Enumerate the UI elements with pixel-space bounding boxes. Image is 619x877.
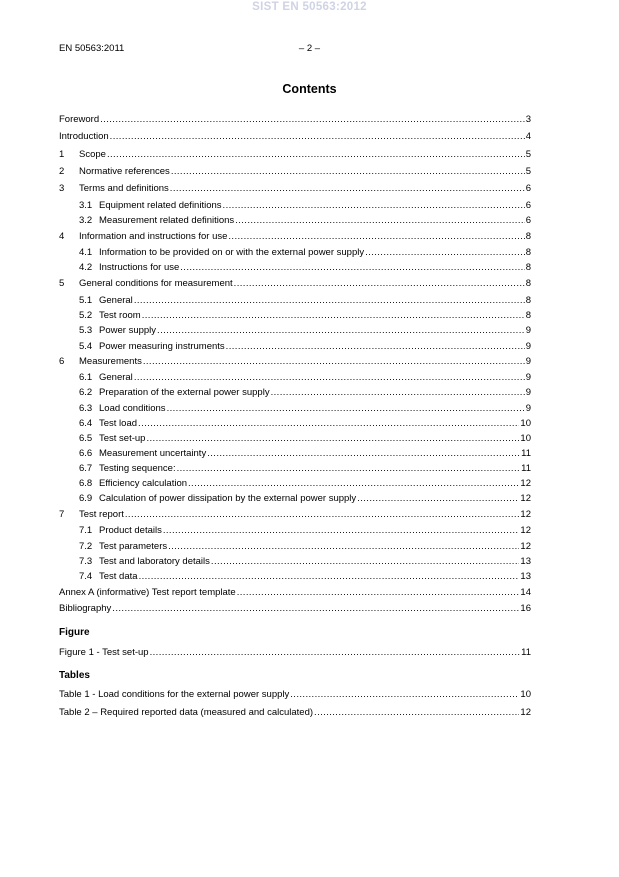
toc-entry[interactable]: [59, 646, 531, 660]
dot-leader: [134, 371, 525, 385]
toc-entry-number: 6.9: [79, 493, 93, 504]
toc-entry[interactable]: [79, 570, 531, 584]
page-title: Contents: [282, 82, 337, 96]
toc-entry[interactable]: [59, 355, 531, 369]
toc-entry-number: 2: [59, 166, 65, 177]
dot-leader: [163, 524, 520, 538]
toc-entry-label: Test report: [79, 509, 124, 520]
toc-entry[interactable]: [79, 261, 531, 275]
toc-entry-number: 6.1: [79, 372, 93, 383]
dot-leader: [177, 462, 521, 476]
dot-leader: [290, 688, 519, 702]
toc-entry-number: 5.4: [79, 341, 93, 352]
toc-entry-label: Measurement related definitions: [99, 215, 235, 226]
toc-entry[interactable]: [79, 432, 531, 446]
toc-entry-number: 6.3: [79, 403, 93, 414]
toc-entry-label: Calculation of power dissipation by the external power supply: [99, 493, 357, 504]
tables-heading: Tables: [59, 670, 90, 681]
toc-entry-label: Introduction: [59, 131, 109, 142]
toc-entry-label: Preparation of the external power supply: [99, 387, 270, 398]
toc-entry[interactable]: [79, 386, 531, 400]
toc-entry-label: General: [99, 372, 133, 383]
toc-entry-page: 8: [525, 278, 531, 289]
dot-leader: [138, 417, 519, 431]
toc-entry[interactable]: [79, 555, 531, 569]
watermark: SIST EN 50563:2012: [252, 1, 367, 13]
toc-entry-page: 14: [520, 587, 531, 598]
toc-entry[interactable]: [79, 477, 531, 491]
dot-leader: [207, 447, 520, 461]
toc-entry-label: Instructions for use: [99, 262, 180, 273]
dot-leader: [365, 246, 525, 260]
toc-entry-page: 12: [520, 541, 531, 552]
toc-entry-number: 3: [59, 183, 65, 194]
dot-leader: [150, 646, 521, 660]
toc-entry-number: 5.2: [79, 310, 93, 321]
toc-entry-number: 4: [59, 231, 65, 242]
toc-entry-page: 6: [525, 183, 531, 194]
toc-entry-label: Test data: [99, 571, 138, 582]
toc-entry[interactable]: [59, 277, 531, 291]
toc-entry-page: 9: [525, 387, 531, 398]
toc-entry-page: 8: [525, 247, 531, 258]
toc-entry[interactable]: [79, 447, 531, 461]
toc-entry-number: 7.2: [79, 541, 93, 552]
dot-leader: [168, 540, 519, 554]
toc-entry-page: 12: [520, 525, 531, 536]
dot-leader: [167, 402, 525, 416]
dot-leader: [142, 309, 525, 323]
dot-leader: [271, 386, 525, 400]
toc-entry[interactable]: [59, 586, 531, 600]
toc-entry-page: 12: [520, 707, 531, 718]
toc-entry-page: 10: [520, 433, 531, 444]
toc-entry-page: 9: [525, 356, 531, 367]
toc-entry-label: Information and instructions for use: [79, 231, 228, 242]
toc-entry-page: 10: [520, 689, 531, 700]
toc-entry-number: 6.7: [79, 463, 93, 474]
toc-entry-label: Measurements: [79, 356, 142, 367]
dot-leader: [211, 555, 520, 569]
toc-entry-page: 8: [525, 310, 531, 321]
toc-entry-page: 3: [525, 114, 531, 125]
dot-leader: [171, 165, 525, 179]
toc-entry-page: 9: [525, 403, 531, 414]
dot-leader: [235, 214, 525, 228]
toc-entry-page: 11: [521, 463, 531, 474]
toc-entry-label: Power measuring instruments: [99, 341, 225, 352]
toc-entry-number: 1: [59, 149, 65, 160]
toc-entry[interactable]: [59, 508, 531, 522]
dot-leader: [134, 294, 525, 308]
toc-entry[interactable]: [59, 706, 531, 720]
toc-entry-number: 7.4: [79, 571, 93, 582]
toc-entry[interactable]: [79, 492, 531, 506]
toc-entry-page: 9: [525, 341, 531, 352]
toc-entry-page: 5: [525, 166, 531, 177]
toc-entry-number: 3.1: [79, 200, 93, 211]
toc-entry-label: Test load: [99, 418, 138, 429]
toc-entry[interactable]: [59, 602, 531, 616]
toc-entry[interactable]: [59, 182, 531, 196]
toc-entry[interactable]: [79, 214, 531, 228]
toc-entry[interactable]: [79, 294, 531, 308]
toc-entry-number: 4.1: [79, 247, 93, 258]
dot-leader: [237, 586, 520, 600]
toc-entry-page: 12: [520, 478, 531, 489]
toc-entry-number: 7.1: [79, 525, 93, 536]
header-page-number: – 2 –: [298, 43, 321, 54]
toc-entry-number: 7.3: [79, 556, 93, 567]
toc-entry[interactable]: [59, 230, 531, 244]
dot-leader: [170, 182, 525, 196]
toc-entry-page: 8: [525, 231, 531, 242]
dot-leader: [125, 508, 520, 522]
toc-entry-label: Test room: [99, 310, 141, 321]
dot-leader: [314, 706, 519, 720]
toc-entry-page: 16: [520, 603, 531, 614]
toc-entry[interactable]: [79, 417, 531, 431]
toc-entry[interactable]: [59, 688, 531, 702]
toc-entry-label: Test and laboratory details: [99, 556, 210, 567]
toc-entry[interactable]: [79, 540, 531, 554]
toc-entry-label: Power supply: [99, 325, 157, 336]
toc-entry-page: 5: [525, 149, 531, 160]
dot-leader: [110, 130, 525, 144]
dot-leader: [180, 261, 524, 275]
dot-leader: [188, 477, 519, 491]
toc-entry-label: Information to be provided on or with the external power supply: [99, 247, 365, 258]
toc-entry[interactable]: [59, 148, 531, 162]
toc-entry-label: Measurement uncertainty: [99, 448, 207, 459]
toc-entry[interactable]: [79, 371, 531, 385]
header-doc-id: EN 50563:2011: [59, 43, 125, 54]
toc-entry-page: 6: [525, 215, 531, 226]
toc-entry-label: Table 1 - Load conditions for the external power supply: [59, 689, 290, 700]
toc-entry-number: 7: [59, 509, 65, 520]
toc-entry-label: General: [99, 295, 133, 306]
dot-leader: [234, 277, 525, 291]
dot-leader: [146, 432, 519, 446]
toc-entry-page: 9: [525, 325, 531, 336]
toc-entry-label: Figure 1 - Test set-up: [59, 647, 149, 658]
toc-entry-label: Annex A (informative) Test report template: [59, 587, 236, 598]
dot-leader: [157, 324, 525, 338]
toc-entry-label: General conditions for measurement: [79, 278, 233, 289]
toc-entry[interactable]: [79, 340, 531, 354]
dot-leader: [228, 230, 524, 244]
toc-entry-page: 12: [520, 493, 531, 504]
toc-entry-label: Bibliography: [59, 603, 112, 614]
toc-entry-number: 6.2: [79, 387, 93, 398]
toc-entry-label: Product details: [99, 525, 162, 536]
dot-leader: [143, 355, 525, 369]
toc-entry-number: 6.6: [79, 448, 93, 459]
toc-entry[interactable]: [79, 199, 531, 213]
dot-leader: [112, 602, 519, 616]
toc-entry[interactable]: [79, 309, 531, 323]
dot-leader: [139, 570, 520, 584]
toc-entry-label: Test set-up: [99, 433, 146, 444]
toc-entry-page: 4: [525, 131, 531, 142]
toc-entry[interactable]: [79, 324, 531, 338]
toc-entry-number: 5.1: [79, 295, 93, 306]
dot-leader: [100, 113, 525, 127]
toc-entry-label: Scope: [79, 149, 106, 160]
toc-entry-number: 5.3: [79, 325, 93, 336]
toc-entry-number: 6: [59, 356, 65, 367]
dot-leader: [107, 148, 525, 162]
toc-entry-page: 8: [525, 295, 531, 306]
toc-entry-page: 8: [525, 262, 531, 273]
toc-entry[interactable]: [79, 524, 531, 538]
toc-entry-label: Foreword: [59, 114, 100, 125]
toc-entry[interactable]: [59, 130, 531, 144]
toc-entry-page: 9: [525, 372, 531, 383]
toc-entry-number: 6.5: [79, 433, 93, 444]
toc-entry-label: Equipment related definitions: [99, 200, 222, 211]
toc-entry-label: Terms and definitions: [79, 183, 169, 194]
toc-entry-number: 4.2: [79, 262, 93, 273]
toc-entry-number: 6.8: [79, 478, 93, 489]
toc-entry-page: 6: [525, 200, 531, 211]
toc-entry-label: Normative references: [79, 166, 170, 177]
toc-entry-page: 11: [521, 448, 531, 459]
toc-entry-number: 5: [59, 278, 65, 289]
toc-entry-number: 3.2: [79, 215, 93, 226]
toc-entry-label: Testing sequence:: [99, 463, 176, 474]
toc-entry-page: 10: [520, 418, 531, 429]
toc-entry-number: 6.4: [79, 418, 93, 429]
toc-entry[interactable]: [79, 402, 531, 416]
toc-entry[interactable]: [79, 462, 531, 476]
toc-entry-label: Test parameters: [99, 541, 168, 552]
figures-heading: Figure: [59, 627, 90, 638]
toc-entry[interactable]: [59, 113, 531, 127]
toc-entry-page: 11: [521, 647, 531, 658]
toc-entry-page: 12: [520, 509, 531, 520]
toc-entry-label: Efficiency calculation: [99, 478, 188, 489]
toc-entry-label: Table 2 – Required reported data (measured and calculated): [59, 707, 314, 718]
dot-leader: [357, 492, 519, 506]
toc-entry[interactable]: [79, 246, 531, 260]
dot-leader: [223, 199, 525, 213]
toc-entry-label: Load conditions: [99, 403, 166, 414]
toc-entry[interactable]: [59, 165, 531, 179]
dot-leader: [226, 340, 525, 354]
toc-entry-page: 13: [520, 571, 531, 582]
toc-entry-page: 13: [520, 556, 531, 567]
